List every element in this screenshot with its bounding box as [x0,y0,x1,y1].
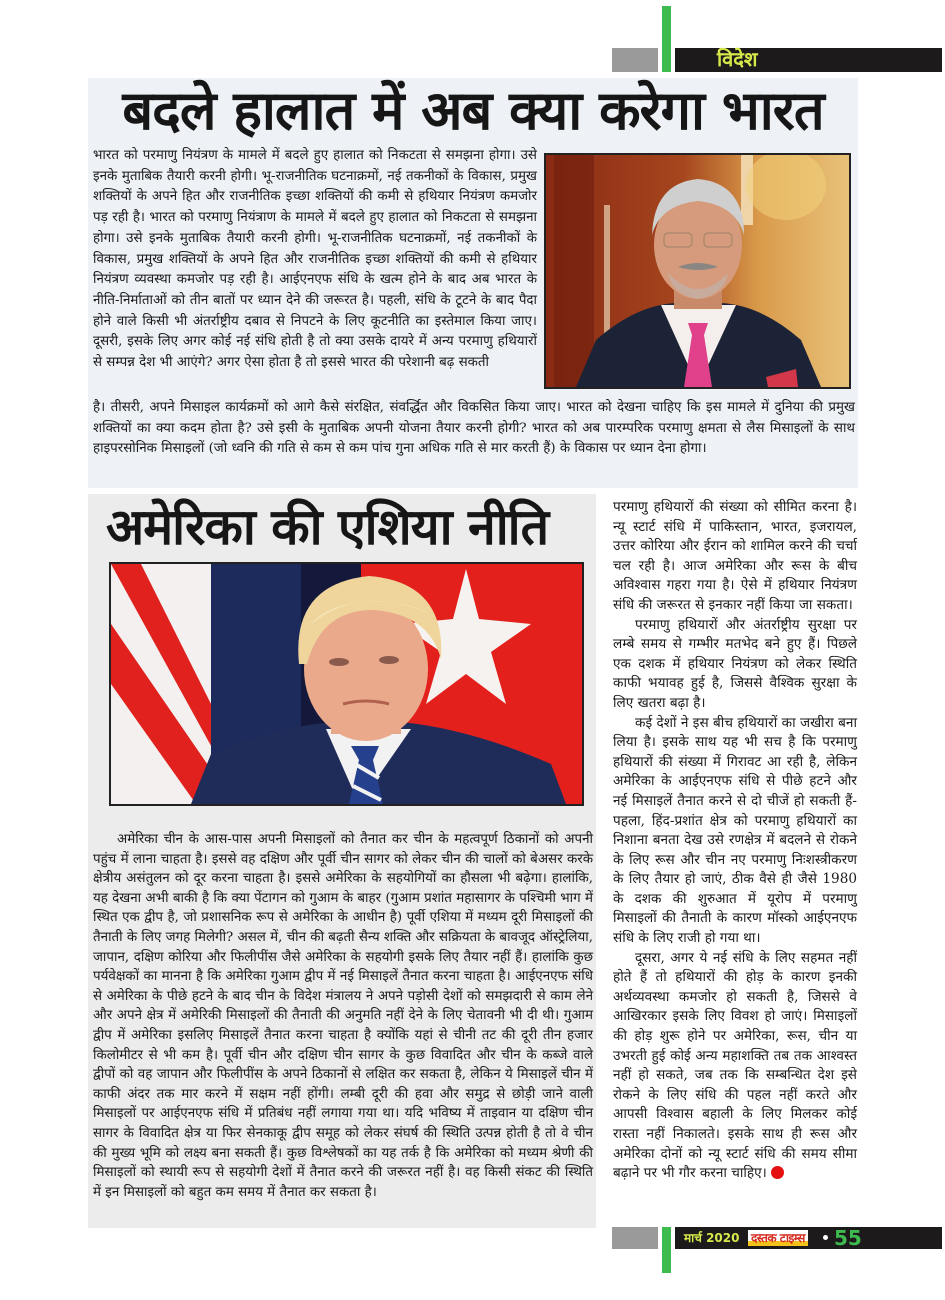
right-column-paragraph-2: परमाणु हथियारों और अंतर्राष्ट्रीय सुरक्षा पर लम्बे समय से गम्भीर मतभेद बने हुए हैं। पिछले एक दशक में हथियार नियंत्रण को लेकर स्थिति काफी भयावह हुई है, जिससे वैश्विक सुरक्षा के लिए खतरा बढ़ा है। [613,616,857,711]
top-article-headline: बदले हालात में अब क्या करेगा भारत [122,79,824,142]
publication-logo: दस्तक टाइम्स [748,1230,808,1246]
portrait-photo-flag-icon [111,564,582,804]
right-column-paragraph-1: परमाणु हथियारों की संख्या को सीमित करना है। न्यू स्टार्ट संधि में पाकिस्तान, भारत, इजरायल, उत्तर कोरिया और ईरान को शामिल करने की चर्चा चल रही है। आज अमेरिका और रूस के बीच अविश्वास गहरा गया है। ऐसे में हथियार नियंत्रण संधि की जरूरत से इनकार नहीं किया जा सकता। [613,499,857,613]
footer-green-bar [662,1227,671,1273]
header-section-bar [675,48,942,72]
top-article-body-full: है। तीसरी, अपने मिसाइल कार्यक्रमों को आगे कैसे संरक्षित, संवर्द्धित और विकसित किया जाए। भारत को देखना चाहिए कि इस मामले में दुनिया की प्रमुख शक्तियों का क्या कदम होता है? उसे इसी के मुताबिक अपनी योजना तैयार करनी होगी? भारत को अब पारम्परिक परमाणु क्षमता से लैस मिसाइलों के साथ हाइपरसोनिक मिसाइलों (जो ध्वनि की गति से कम से कम पांच गुना अधिक गति से मार करती हैं) के विकास पर ध्यान देना होगा। [93,400,855,457]
bottom-article-headline: अमेरिका की एशिया नीति [106,498,549,556]
bottom-article-photo [109,562,584,806]
header-gray-block [612,48,658,72]
right-column-paragraph-4-text: दूसरा, अगर ये नई संधि के लिए सहमत नहीं होते हैं तो हथियारों की होड़ के कारण इनकी अर्थव्यवस्था कमजोर हो सकती है, जिससे वे आखिरकार इसके लिए विवश हो जाएं। मिसाइलों की होड़ शुरू होने पर अमेरिका, रूस, चीन या उभरती हुई कोई अन्य महाशक्ति तब तक आश्वस्त नहीं हो सकते, जब तक कि सम्बन्धित देश इसे रोकने के लिए संधि की पहल नहीं करते और आपसी विश्वास बहाली के लिए मिलकर कोई रास्ता नहीं निकालते। इसके साथ ही रूस और अमेरिका दोनों को न्यू स्टार्ट संधि की समय सीमा बढ़ाने पर भी गौर करना चाहिए। [613,949,857,1182]
bullet-separator-icon [823,1235,828,1240]
page-number: 55 [834,1226,862,1250]
right-column-paragraph-3: कई देशों ने इस बीच हथियारों का जखीरा बना लिया है। इसके साथ यह भी सच है कि परमाणु हथियारों की संख्या में गिरावट आ रही है, लेकिन अमेरिका के आईएनएफ संधि से पीछे हटने और नई मिसाइलें तैनात करने से दो चीजें हो सकती हैं- पहला, हिंद-प्रशांत क्षेत्र को परमाणु हथियारों का निशाना बनता देख उसे रणक्षेत्र में बदलने से रोकने के लिए रूस और चीन नए परमाणु निःशस्त्रीकरण के लिए तैयार हो जाएं, ठीक वैसे ही जैसे 1980 के दशक की शुरुआत में यूरोप में परमाणु मिसाइलों की तैनाती के कारण मॉस्को आईएनएफ संधि के लिए राजी हो गया था। [613,714,857,947]
footer-gray-block [612,1227,658,1249]
right-column [613,498,857,1184]
section-label: विदेश [717,47,758,71]
top-article-body-wrapped: भारत को परमाणु नियंत्रण के मामले में बदले हुए हालात को निकटता से समझना होगा। उसे इनके मुताबिक तैयारी करनी होगी। भू-राजनीतिक घटनाक्रमों, नई तकनीकों के विकास, प्रमुख शक्तियों के अपने हित और राजनीतिक इच्छा शक्तियों की कमी से हथियार नियंत्रण कमजोर पड़ रही है। भारत को परमाणु नियंत्राण के मामले में बदले हुए हालात को निकटता से समझना होगा। उसे इनके मुताबिक तैयारी करनी होगी। भू-राजनीतिक घटनाक्रमों, नई तकनीकों के विकास, प्रमुख शक्तियों के अपने हित और राजनीतिक इच्छा शक्तियों की कमी से हथियार नियंत्रण व्यवस्था कमजोर पड़ रही है। आईएनएफ संधि के खत्म होने के बाद अब भारत के नीति-निर्माताओं को तीन बातों पर ध्यान देने की जरूरत है। पहली, संधि के टूटने के बाद पैदा होने वाले किसी भी अंतर्राष्ट्रीय दबाव से निपटने के लिए कूटनीति का इस्तेमाल किया जाए। दूसरी, इसके लिए अगर कोई नई संधि होती है तो क्या उसके दायरे में अन्य परमाणु हथियारों से सम्पन्न देश भी आएंगे? अगर ऐसा होता है तो इससे भारत की परेशानी बढ़ सकती [93,148,537,371]
top-article-photo [544,153,851,389]
bottom-article-paragraph: अमेरिका चीन के आस-पास अपनी मिसाइलों को तैनात कर चीन के महत्वपूर्ण ठिकानों को अपनी पहुंच में लाना चाहता है। इससे वह दक्षिण और पूर्वी चीन सागर को लेकर चीन की चालों को बेअसर करके क्षेत्रीय असंतुलन को दूर करना चाहता है। इससे अमेरिका के सहयोगियों का हौसला भी बढ़ेगा। हालांकि, यह देखना अभी बाकी है कि क्या पेंटागन को गुआम के बाहर (गुआम प्रशांत महासागर के पश्चिमी भाग में स्थित एक द्वीप है, जो प्रशासनिक रूप से अमेरिका के आधीन है) पूर्वी एशिया में मध्यम दूरी मिसाइलों की तैनाती के लिए जगह मिलेगी? असल में, चीन की बढ़ती सैन्य शक्ति और सक्रियता के बावजूद ऑस्ट्रेलिया, जापान, दक्षिण कोरिया और फिलीपींस जैसे अमेरिका के सहयोगी इसके लिए तैयार नहीं हैं। हालांकि कुछ पर्यवेक्षकों का मानना है कि अमेरिका गुआम द्वीप में नई मिसाइलें तैनात करना चाहता है। आईएनएफ संधि से अमेरिका के पीछे हटने के बाद चीन के विदेश मंत्रालय ने अपने पड़ोसी देशों को समझदारी से काम लेने और अपने क्षेत्र में अमेरिकी मिसाइलों की तैनाती की अनुमति नहीं देने के लिए चेतावनी भी दी थी। गुआम द्वीप में अमेरिका इसलिए मिसाइलें तैनात करना चाहता है क्योंकि यहां से चीनी तट की दूरी तीन हजार किलोमीटर से भी कम है। पूर्वी चीन और दक्षिण चीन सागर के कुछ विवादित और चीन के कब्जे वाले द्वीपों को वह जापान और फिलीपींस के अपने ठिकानों से लक्षित कर सकता है, लेकिन ये मिसाइलें चीन में काफी अंदर तक मार करने में सक्षम नहीं होंगी। लम्बी दूरी की हवा और समुद्र से छोड़ी जाने वाली मिसाइलों पर आईएनएफ संधि में प्रतिबंध नहीं लगाया गया था। यदि भविष्य में ताइवान या दक्षिण चीन सागर के विवादित क्षेत्र या फिर सेनकाकू द्वीप समूह को लेकर संघर्ष की स्थिति उत्पन्न होती है तो वे चीन की मुख्य भूमि को लक्ष्य बना सकती हैं। कुछ विश्लेषकों का यह तर्क है कि अमेरिका को मध्यम श्रेणी की मिसाइलों को स्थायी रूप से सहयोगी देशों में तैनात करने की जरूरत नहीं है। वह किसी संकट की स्थिति में इन मिसाइलों को बहुत कम समय में तैनात कर सकता है। [93,832,593,1200]
right-column-paragraph-4 [613,949,857,1184]
header-green-bar [662,6,671,72]
portrait-photo-icon [546,155,849,387]
issue-date: मार्च 2020 [684,1231,740,1245]
red-end-dot-icon [771,1166,784,1179]
bottom-article-body [93,830,593,1202]
